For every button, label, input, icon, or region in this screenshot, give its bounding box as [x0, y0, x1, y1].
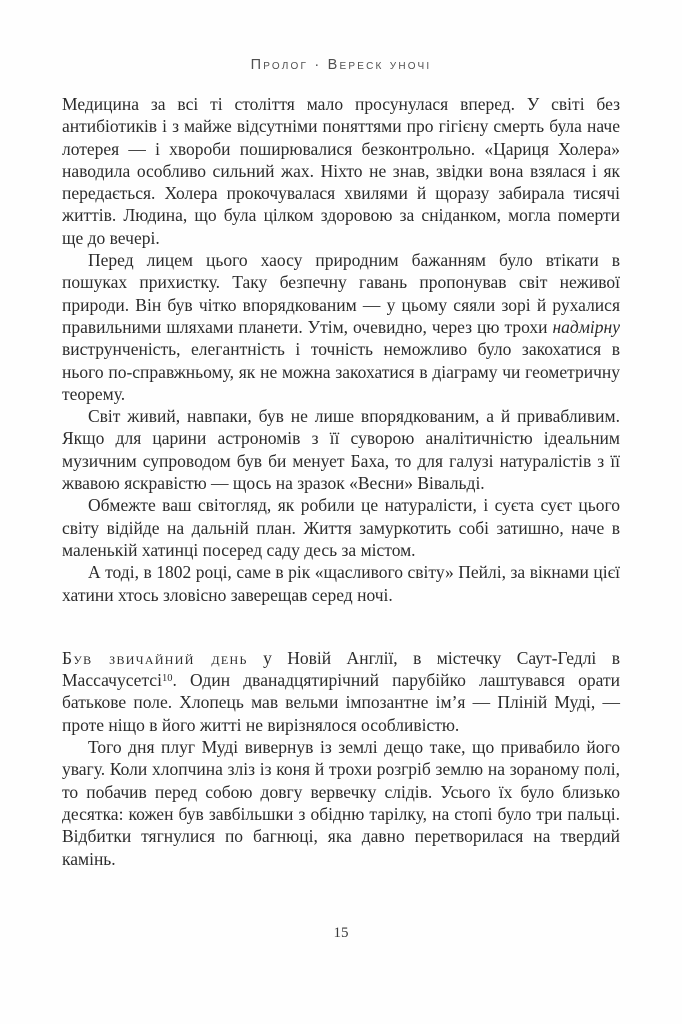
- emphasized-word: надмірну: [552, 316, 620, 337]
- page-body: [62, 93, 620, 870]
- paragraph: [62, 249, 620, 405]
- page-number: 15: [333, 925, 349, 941]
- footnote-reference: 10: [161, 673, 173, 685]
- paragraph: Обмежте ваш світогляд, як робили це натуралісти, і суєта суєт цього світу відійде на дальній план. Життя замуркотить собі затишно, наче в маленькій хатинці посеред саду десь за містом.: [62, 495, 620, 560]
- paragraph: Того дня плуг Муді вивернув із землі дещо таке, що привабило його увагу. Коли хлопчина зліз із коня й трохи розгріб землю на зораному полі, то побачив перед собою довгу вервечку слідів. Усього їх було близько десятка: кожен був завбільшки з обідню тарілку, на стопі було три пальці. Відбитки тягнулися по багнюці, яка давно перетворилася на твердий камінь.: [62, 737, 620, 869]
- paragraph: Медицина за всі ті століття мало просунулася вперед. У світі без антибіотиків і з майже відсутніми поняттями про гігієну смерть була наче лотерея — і хвороби поширювалися безконтрольно. «Цариця Холера» наводила особливо сильний жах. Ніхто не знав, звідки вона взялася і як передається. Холера прокочувалася хвилями й щоразу забирала тисячі життів. Людина, що була цілком здоровою за сніданком, могла померти ще до вечері.: [62, 94, 620, 248]
- paragraph-text: Перед лицем цього хаосу природним бажанням було втікати в пошуках прихистку. Таку безпечну гавань пропонував світ неживої природи. Він був чітко впорядкованим — у цьому сяяли зорі й рухалися правильними шляхами планети. Утім, очевидно, через цю трохи: [62, 250, 620, 337]
- paragraph: А тоді, в 1802 році, саме в рік «щасливого світу» Пейлі, за вікнами цієї хатини хтось зловісно заверещав серед ночі.: [62, 562, 620, 605]
- paragraph: Світ живий, навпаки, був не лише впорядкованим, а й привабливим. Якщо для царини астрономів з її суворою аналітичністю ідеальним музичним супроводом був би менует Баха, то для галузі натуралістів з її жвавою яскравістю — щось на зразок «Весни» Вівальді.: [62, 406, 620, 494]
- section-lead-small-caps: Був звичайний день: [62, 647, 248, 668]
- paragraph-text: виструнченість, елегантність і точність неможливо було закохатися в нього по-справжньому, як не можна закохатися в діаграму чи геометричну теорему.: [62, 339, 620, 404]
- section-prologue-text: [62, 93, 620, 606]
- running-header: Пролог · Вереск уночі: [250, 57, 432, 73]
- section-new-england-text: [62, 647, 620, 870]
- paragraph-text: у Новій Англії, в містечку Саут-Гедлі в Массачусетсі: [62, 647, 620, 691]
- paragraph-text: . Один дванадцятирічний парубійко лаштувався орати батькове поле. Хлопець мав вельми імпозантне ім’я — Пліній Муді, — проте ніщо в його житті не вирізнялося особливістю.: [62, 670, 620, 735]
- paragraph: [62, 647, 620, 736]
